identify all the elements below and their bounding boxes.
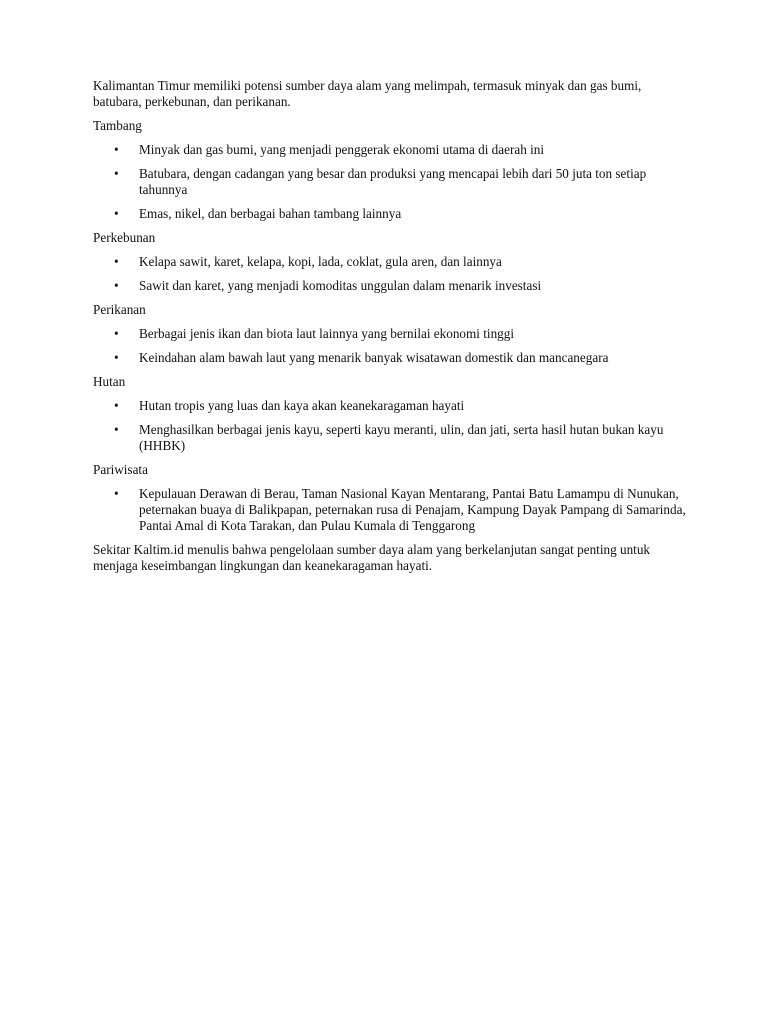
list-item-text: Minyak dan gas bumi, yang menjadi penggerak ekonomi utama di daerah ini <box>139 142 545 157</box>
list-item <box>93 350 693 366</box>
bullet-icon: • <box>114 166 119 181</box>
list-item-text: Hutan tropis yang luas dan kaya akan keanekaragaman hayati <box>139 398 465 413</box>
bullet-icon: • <box>114 142 119 157</box>
list-item <box>93 206 693 222</box>
list-perkebunan <box>93 254 693 294</box>
list-perikanan <box>93 326 693 366</box>
outro-paragraph: Sekitar Kaltim.id menulis bahwa pengelolaan sumber daya alam yang berkelanjutan sangat penting untuk menjaga keseimbangan lingkungan dan keanekaragaman hayati. <box>93 542 651 573</box>
section-heading-pariwisata: Pariwisata <box>93 462 148 477</box>
list-item <box>93 166 693 198</box>
section-heading-tambang: Tambang <box>93 118 142 133</box>
bullet-icon: • <box>114 326 119 341</box>
bullet-icon: • <box>114 206 119 221</box>
list-pariwisata <box>93 486 693 534</box>
intro-paragraph: Kalimantan Timur memiliki potensi sumber daya alam yang melimpah, termasuk minyak dan gas bumi, batubara, perkebunan, dan perikanan. <box>93 78 642 109</box>
list-item <box>93 326 693 342</box>
document-page <box>93 78 693 582</box>
section-heading-hutan: Hutan <box>93 374 126 389</box>
list-item-text: Kepulauan Derawan di Berau, Taman Nasional Kayan Mentarang, Pantai Batu Lamampu di Nunukan, peternakan buaya di Balikpapan, peternakan rusa di Penajam, Kampung Dayak Pampang di Samarinda, Pantai Amal di Kota Tarakan, dan Pulau Kumala di Tenggarong <box>139 486 686 533</box>
list-item <box>93 398 693 414</box>
section-heading-perikanan: Perikanan <box>93 302 146 317</box>
list-item <box>93 142 693 158</box>
list-item-text: Menghasilkan berbagai jenis kayu, seperti kayu meranti, ulin, dan jati, serta hasil hutan bukan kayu (HHBK) <box>139 422 664 453</box>
list-item-text: Keindahan alam bawah laut yang menarik banyak wisatawan domestik dan mancanegara <box>139 350 609 365</box>
list-tambang <box>93 142 693 222</box>
list-item <box>93 278 693 294</box>
list-item <box>93 422 693 454</box>
list-item <box>93 486 693 534</box>
bullet-icon: • <box>114 486 119 501</box>
bullet-icon: • <box>114 278 119 293</box>
list-item-text: Sawit dan karet, yang menjadi komoditas unggulan dalam menarik investasi <box>139 278 542 293</box>
bullet-icon: • <box>114 254 119 269</box>
bullet-icon: • <box>114 398 119 413</box>
bullet-icon: • <box>114 422 119 437</box>
list-hutan <box>93 398 693 454</box>
list-item-text: Emas, nikel, dan berbagai bahan tambang lainnya <box>139 206 402 221</box>
section-heading-perkebunan: Perkebunan <box>93 230 156 245</box>
list-item <box>93 254 693 270</box>
list-item-text: Berbagai jenis ikan dan biota laut lainnya yang bernilai ekonomi tinggi <box>139 326 515 341</box>
bullet-icon: • <box>114 350 119 365</box>
list-item-text: Batubara, dengan cadangan yang besar dan produksi yang mencapai lebih dari 50 juta ton setiap tahunnya <box>139 166 647 197</box>
list-item-text: Kelapa sawit, karet, kelapa, kopi, lada, coklat, gula aren, dan lainnya <box>139 254 502 269</box>
